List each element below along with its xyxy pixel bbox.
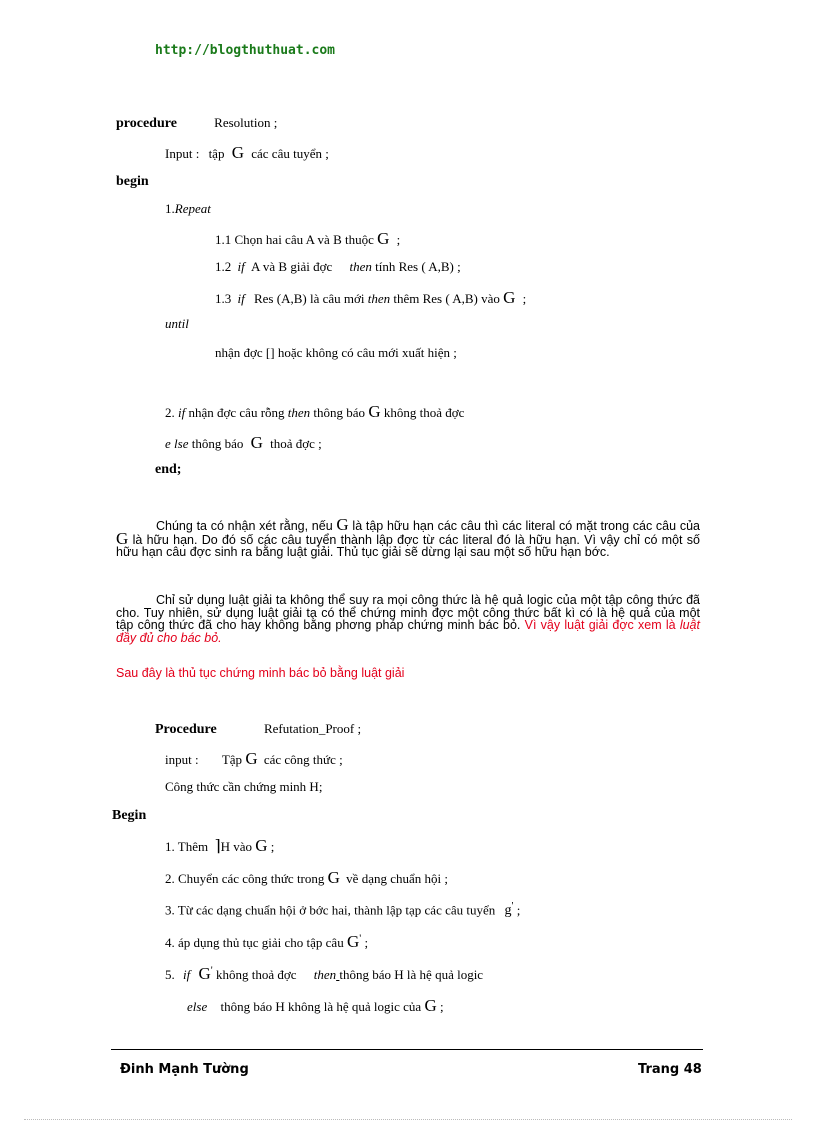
negation-symbol: ⌉ [214, 838, 221, 855]
step-2 [165, 402, 464, 422]
paragraph-2 [116, 594, 700, 644]
procedure-name: Refutation_Proof ; [263, 721, 362, 736]
step-number: 1.2 [215, 259, 232, 274]
refutation-header [155, 721, 361, 738]
step-number: 1. [165, 201, 175, 216]
para-text: là hữu hạn. Do đó số các câu tuyển thành lập đợc từ các literal đó là hữu hạn. Vì vậy chỉ có một số hữu hạn câu đợc sinh ra bằng luật giải. Thủ tục giải sẽ dừng lại sau một số hữu hạn bớc. [116, 532, 700, 559]
input-label: Input : [165, 146, 200, 161]
footer-rule [111, 1049, 703, 1050]
if-keyword: if [178, 405, 186, 420]
formula-line: Công thức cần chứng minh H; [165, 779, 323, 794]
step-text: thêm Res ( A,B) vào [393, 291, 500, 306]
step-text: không thoả đợc [383, 405, 465, 420]
end-keyword: end; [155, 462, 182, 477]
step-end: ; [364, 935, 369, 950]
until-keyword: until [165, 316, 189, 331]
step-number: 5. [165, 967, 175, 982]
step-text: về dạng chuẩn hội ; [346, 871, 448, 886]
step-text: A và B giải đợc [250, 259, 333, 274]
set-symbol-g: G [255, 836, 268, 855]
procedure-keyword: procedure [116, 116, 177, 131]
step-text: 4. áp dụng thủ tục giải cho tập câu [165, 935, 344, 950]
set-symbol-g: G [503, 288, 516, 307]
set-symbol-g: G [424, 996, 437, 1015]
step-text: thoả đợc ; [270, 436, 322, 451]
step-1-2 [215, 259, 461, 275]
repeat-keyword: Repeat [174, 201, 211, 216]
if-keyword: if [237, 291, 245, 306]
step-text: thông báo H không là hệ quả logic của [220, 999, 422, 1014]
input-rest: các câu tuyển ; [251, 146, 329, 161]
step-end: ; [516, 902, 521, 918]
ref-step-3 [165, 900, 520, 919]
red-intro-line: Sau đây là thủ tục chứng minh bác bỏ bằng luật giải [116, 666, 405, 680]
para-red-italic: luật đầy đủ cho bác bỏ. [116, 618, 700, 645]
refutation-input-line [165, 749, 343, 769]
set-symbol-g: G [377, 229, 390, 248]
procedure-keyword: Procedure [155, 722, 217, 737]
set-symbol-g: G [327, 868, 340, 887]
step-text: thông báo [191, 436, 244, 451]
para-text: Chỉ sử dụng luật giải ta không thể suy ra mọi công thức là hệ quả logic của một tập công thức đã cho. Tuy nhiên, sử dụng luật giải ta có thể chứng minh đợc một công thức bất kì có là hệ quả của một tập công thức đã cho hay không bằng phơng pháp chứng minh bác bỏ. [116, 593, 700, 632]
footer-page-number: Trang 48 [638, 1062, 702, 1077]
set-symbol-g: G [245, 749, 258, 768]
input-rest: các công thức ; [263, 752, 343, 767]
step-text: 3. Từ các dạng chuẩn hội ở bớc hai, thành lập tạp các câu tuyển [165, 902, 496, 918]
then-keyword: then [349, 259, 372, 274]
begin-keyword: begin [116, 174, 149, 189]
then-keyword: then [367, 291, 391, 306]
set-symbol-g: G [368, 402, 381, 421]
ref-step-2 [165, 868, 448, 888]
step-1-1 [215, 229, 400, 249]
prime-mark: ' [511, 900, 514, 912]
header-url[interactable]: http://blogthuthuat.com [155, 43, 336, 58]
set-symbol-g: G [346, 932, 360, 951]
para-text: là tập hữu hạn các câu thì các literal có mặt trong các câu của [352, 519, 700, 533]
step-text: thông báo H là hệ quả logic [339, 967, 484, 982]
ref-step-4 [165, 932, 368, 952]
step-text: H vào [220, 839, 253, 854]
input-set-word: tập [208, 146, 225, 161]
resolution-input-line [165, 143, 329, 163]
para-text: Chúng ta có nhận xét rằng, nếu [156, 519, 333, 533]
step-text: thông báo [313, 405, 366, 420]
paragraph-1 [116, 515, 700, 559]
if-keyword: if [237, 259, 245, 274]
ref-else-line [187, 996, 444, 1016]
set-symbol-small-g: g [504, 903, 512, 919]
input-label: input : [165, 752, 199, 767]
until-condition: nhận đợc [] hoặc không có câu mới xuất hiện ; [215, 345, 457, 360]
prime-mark: ' [210, 964, 213, 977]
step-number: 1.3 [215, 291, 232, 306]
footer-author: Đinh Mạnh Tường [120, 1062, 249, 1077]
else-line [165, 433, 322, 453]
step1-repeat [165, 201, 211, 217]
step-end: ; [522, 291, 527, 306]
step-number: 2. [165, 405, 175, 420]
step-text: Res (A,B) là câu mới [253, 291, 365, 306]
set-symbol-g: G [231, 143, 244, 162]
set-symbol-g: G [250, 433, 263, 452]
step-text: tính Res ( A,B) ; [375, 259, 461, 274]
step-end: ; [439, 999, 444, 1014]
step-end: ; [270, 839, 275, 854]
then-keyword: then [313, 967, 337, 982]
step-text: 1.1 Chọn hai câu A và B thuộc [215, 232, 374, 247]
prime-mark: ' [359, 932, 362, 945]
resolution-header [116, 115, 277, 132]
para-red-text: Vì vậy luật giải đợc xem là [524, 618, 676, 632]
set-symbol-g: G [116, 528, 129, 548]
step-end: ; [396, 232, 401, 247]
else-keyword: e lse [165, 436, 189, 451]
step-text: không thoả đợc [215, 967, 297, 982]
then-keyword: then [287, 405, 311, 420]
else-keyword: else [187, 999, 208, 1014]
set-symbol-g: G [336, 515, 349, 534]
page-bottom-border [24, 1119, 792, 1120]
set-symbol-g: G [198, 964, 211, 983]
procedure-name: Resolution ; [214, 115, 278, 130]
ref-step-5 [165, 964, 483, 984]
step-text: 1. Thêm [165, 839, 209, 854]
if-keyword: if [183, 967, 191, 982]
begin-keyword: Begin [112, 808, 147, 823]
step-1-3 [215, 288, 526, 308]
ref-step-1 [165, 836, 274, 856]
step-text: 2. Chuyển các công thức trong [165, 871, 325, 886]
input-set-word: Tập [221, 752, 243, 767]
step-text: nhận đợc câu rỗng [188, 405, 285, 420]
